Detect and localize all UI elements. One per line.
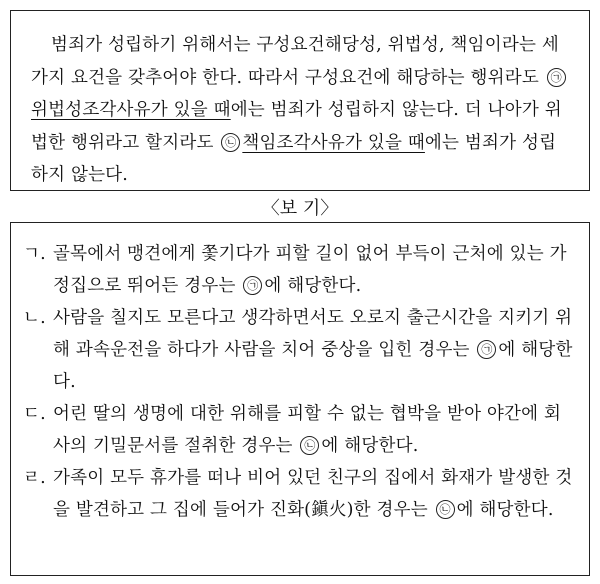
bogi-item-marker: ㄹ. — [23, 468, 46, 488]
passage-sentence-2: 에는 범죄가 성립하지 않는다. 더 나아가 위법한 행위라고 할지라도 — [31, 100, 562, 153]
bogi-item-marker: ㄴ. — [23, 308, 46, 328]
bogi-item — [23, 238, 575, 302]
bogi-item-text: 골목에서 맹견에게 쫓기다가 피할 길이 없어 부득이 근처에 있는 가정집으로 뛰어든 경우는 ㉠ 에 해당한다. — [53, 244, 567, 296]
bogi-item — [23, 302, 575, 398]
bogi-item-marker: ㄱ. — [23, 244, 46, 264]
passage-text — [31, 29, 573, 192]
bogi-title: 〈보 기〉 — [0, 197, 600, 221]
bogi-box — [10, 222, 590, 576]
bogi-item — [23, 462, 575, 526]
bogi-item-marker: ㄷ. — [23, 404, 46, 424]
ref-marker: ㉡ — [300, 436, 319, 455]
marker-nieun: ㉡ — [221, 133, 240, 152]
passage-box — [10, 10, 590, 191]
passage-sentence-3: 에는 범죄가 성립하지 않는다. — [31, 132, 557, 186]
bogi-item-text: 어린 딸의 생명에 대한 위해를 피할 수 없는 협박을 받아 야간에 회사의 기밀문서를 절취한 경우는 ㉡ 에 해당한다. — [53, 404, 562, 456]
bogi-item — [23, 398, 575, 462]
ref-marker: ㉠ — [477, 340, 496, 359]
marker-giyeok: ㉠ — [547, 68, 566, 87]
ref-marker: ㉠ — [243, 276, 262, 295]
underlined-excuse: 책임조각사유가 있을 때 — [242, 132, 425, 153]
underlined-justification: 위법성조각사유가 있을 때 — [31, 100, 231, 121]
bogi-item-text: 사람을 칠지도 모른다고 생각하면서도 오로지 출근시간을 지키기 위해 과속운전을 하다가 사람을 치어 중상을 입힌 경우는 ㉠ 에 해당한다. — [53, 308, 573, 392]
passage-sentence-1: 범죄가 성립하기 위해서는 구성요건해당성, 위법성, 책임이라는 세 가지 요건을 갖추어야 한다. 따라서 구성요건에 해당하는 행위라도 — [31, 35, 559, 88]
bogi-item-text: 가족이 모두 휴가를 떠나 비어 있던 친구의 집에서 화재가 발생한 것을 발견하고 그 집에 들어가 진화(鎭火)한 경우는 ㉡ 에 해당한다. — [53, 468, 573, 520]
ref-marker: ㉡ — [436, 500, 455, 519]
